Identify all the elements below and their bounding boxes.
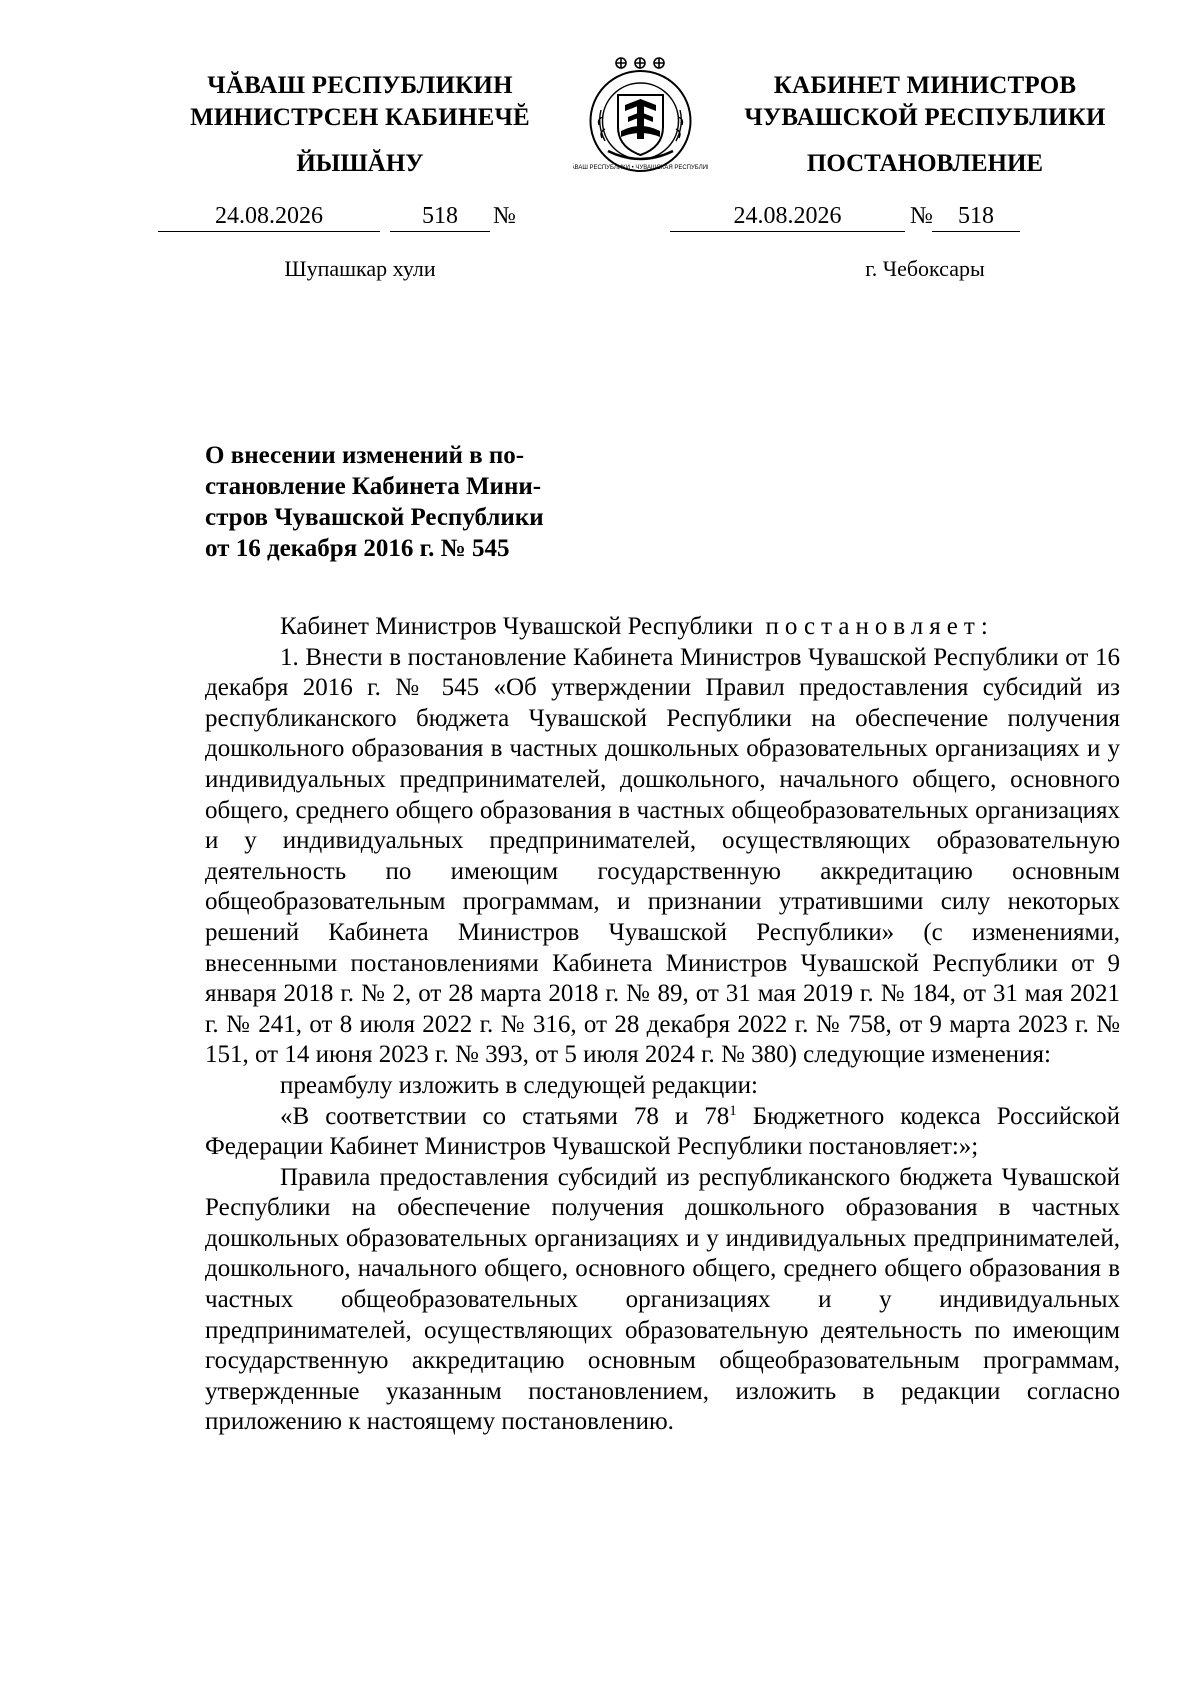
paragraph-3-start: «В соответствии со статьями 78 и 78 xyxy=(280,1102,730,1130)
right-number-field xyxy=(932,203,1020,232)
subject-line4: от 16 декабря 2016 г. № 545 xyxy=(205,535,510,562)
paragraph-3 xyxy=(205,1102,1120,1163)
left-title-line2: МИНИСТРСЕН КАБИНЕЧĔ xyxy=(190,104,530,131)
left-number-sign: № xyxy=(493,203,516,229)
right-title-line1: КАБИНЕТ МИНИСТРОВ xyxy=(773,72,1077,99)
right-date-value: 24.08.2026 xyxy=(670,203,905,232)
paragraph-2: преамбулу изложить в следующей редакции: xyxy=(280,1071,759,1099)
left-city: Шупашкар хули xyxy=(284,256,436,281)
right-city: г. Чебоксары xyxy=(865,256,985,281)
emblem-ribbon-text: ЧĂВАШ РЕСПУБЛИКИ • ЧУВАШСКАЯ РЕСПУБЛИКА xyxy=(573,165,708,171)
right-date-field xyxy=(670,203,905,232)
right-number-value: 518 xyxy=(932,203,1020,232)
left-date-field xyxy=(158,203,380,232)
subject-line2: становление Кабинета Мини- xyxy=(205,473,542,500)
right-header-title xyxy=(720,70,1130,134)
left-doc-type: ЙЫШĂНУ xyxy=(296,150,424,177)
intro-suffix: : xyxy=(980,613,988,640)
right-doc-type: ПОСТАНОВЛЕНИЕ xyxy=(806,150,1044,177)
left-number-value: 518 xyxy=(390,203,490,232)
intro-paragraph xyxy=(205,612,1120,643)
subject-line3: стров Чувашской Республики xyxy=(205,504,544,531)
left-number-field xyxy=(390,203,490,232)
superscript: 1 xyxy=(729,1102,737,1119)
coat-of-arms-emblem xyxy=(573,55,708,175)
intro-spaced-word: постановляет xyxy=(765,613,981,640)
right-title-line2: ЧУВАШСКОЙ РЕСПУБЛИКИ xyxy=(744,104,1106,131)
document-subject xyxy=(205,440,580,564)
left-header-title xyxy=(150,70,570,134)
paragraph-1: 1. Внести в постановление Кабинета Министров Чувашской Республики от 16 декабря 2016 г. № 545 «Об утверждении Правил предоставления субсидий из республиканского бюджета Чувашской Республики на обеспечение получения дошкольного образования в частных дошкольных образовательных организациях и у индивидуальных предпринимателей, дошкольного, начального общего, основного общего, среднего общего образования в частных общеобразовательных организациях и у индивидуальных предпринимателей, осуществляющих образовательную деятельность по имеющим государственную аккредитацию основным общеобразовательным программам, и признании утратившими силу некоторых решений Кабинета Министров Чувашской Республики» (с изменениями, внесенными постановлениями Кабинета Министров Чувашской Республики от 9 января 2018 г. № 2, от 28 марта 2018 г. № 89, от 31 мая 2019 г. № 184, от 31 мая 2021 г. № 241, от 8 июля 2022 г. № 316, от 28 декабря 2022 г. № 758, от 9 марта 2023 г. № 151, от 14 июня 2023 г. № 393, от 5 июля 2024 г. № 380) следующие изменения: xyxy=(205,643,1120,1069)
intro-prefix: Кабинет Министров Чувашской Республики xyxy=(280,613,754,640)
subject-line1: О внесении изменений в по- xyxy=(205,442,525,469)
right-number-sign: № xyxy=(910,203,933,229)
left-date-value: 24.08.2026 xyxy=(158,203,380,232)
paragraph-4: Правила предоставления субсидий из республиканского бюджета Чувашской Республики на обеспечение получения дошкольного образования в частных дошкольных образовательных организациях и у индивидуальных предпринимателей, дошкольного, начального общего, основного общего, среднего общего образования в частных общеобразовательных организациях и у индивидуальных предпринимателей, осуществляющих образовательную деятельность по имеющим государственную аккредитацию основным общеобразовательным программам, утвержденные указанным постановлением, изложить в редакции согласно приложению к настоящему постановлению. xyxy=(205,1163,1120,1436)
document-body xyxy=(205,612,1120,1438)
left-title-line1: ЧĂВАШ РЕСПУБЛИКИН xyxy=(207,72,513,99)
paragraph-3-end: Бюджетного кодекса Российской Федерации Кабинет Министров Чувашской Республики постановляет:»; xyxy=(205,1102,1120,1161)
emblem-icon xyxy=(573,55,708,175)
